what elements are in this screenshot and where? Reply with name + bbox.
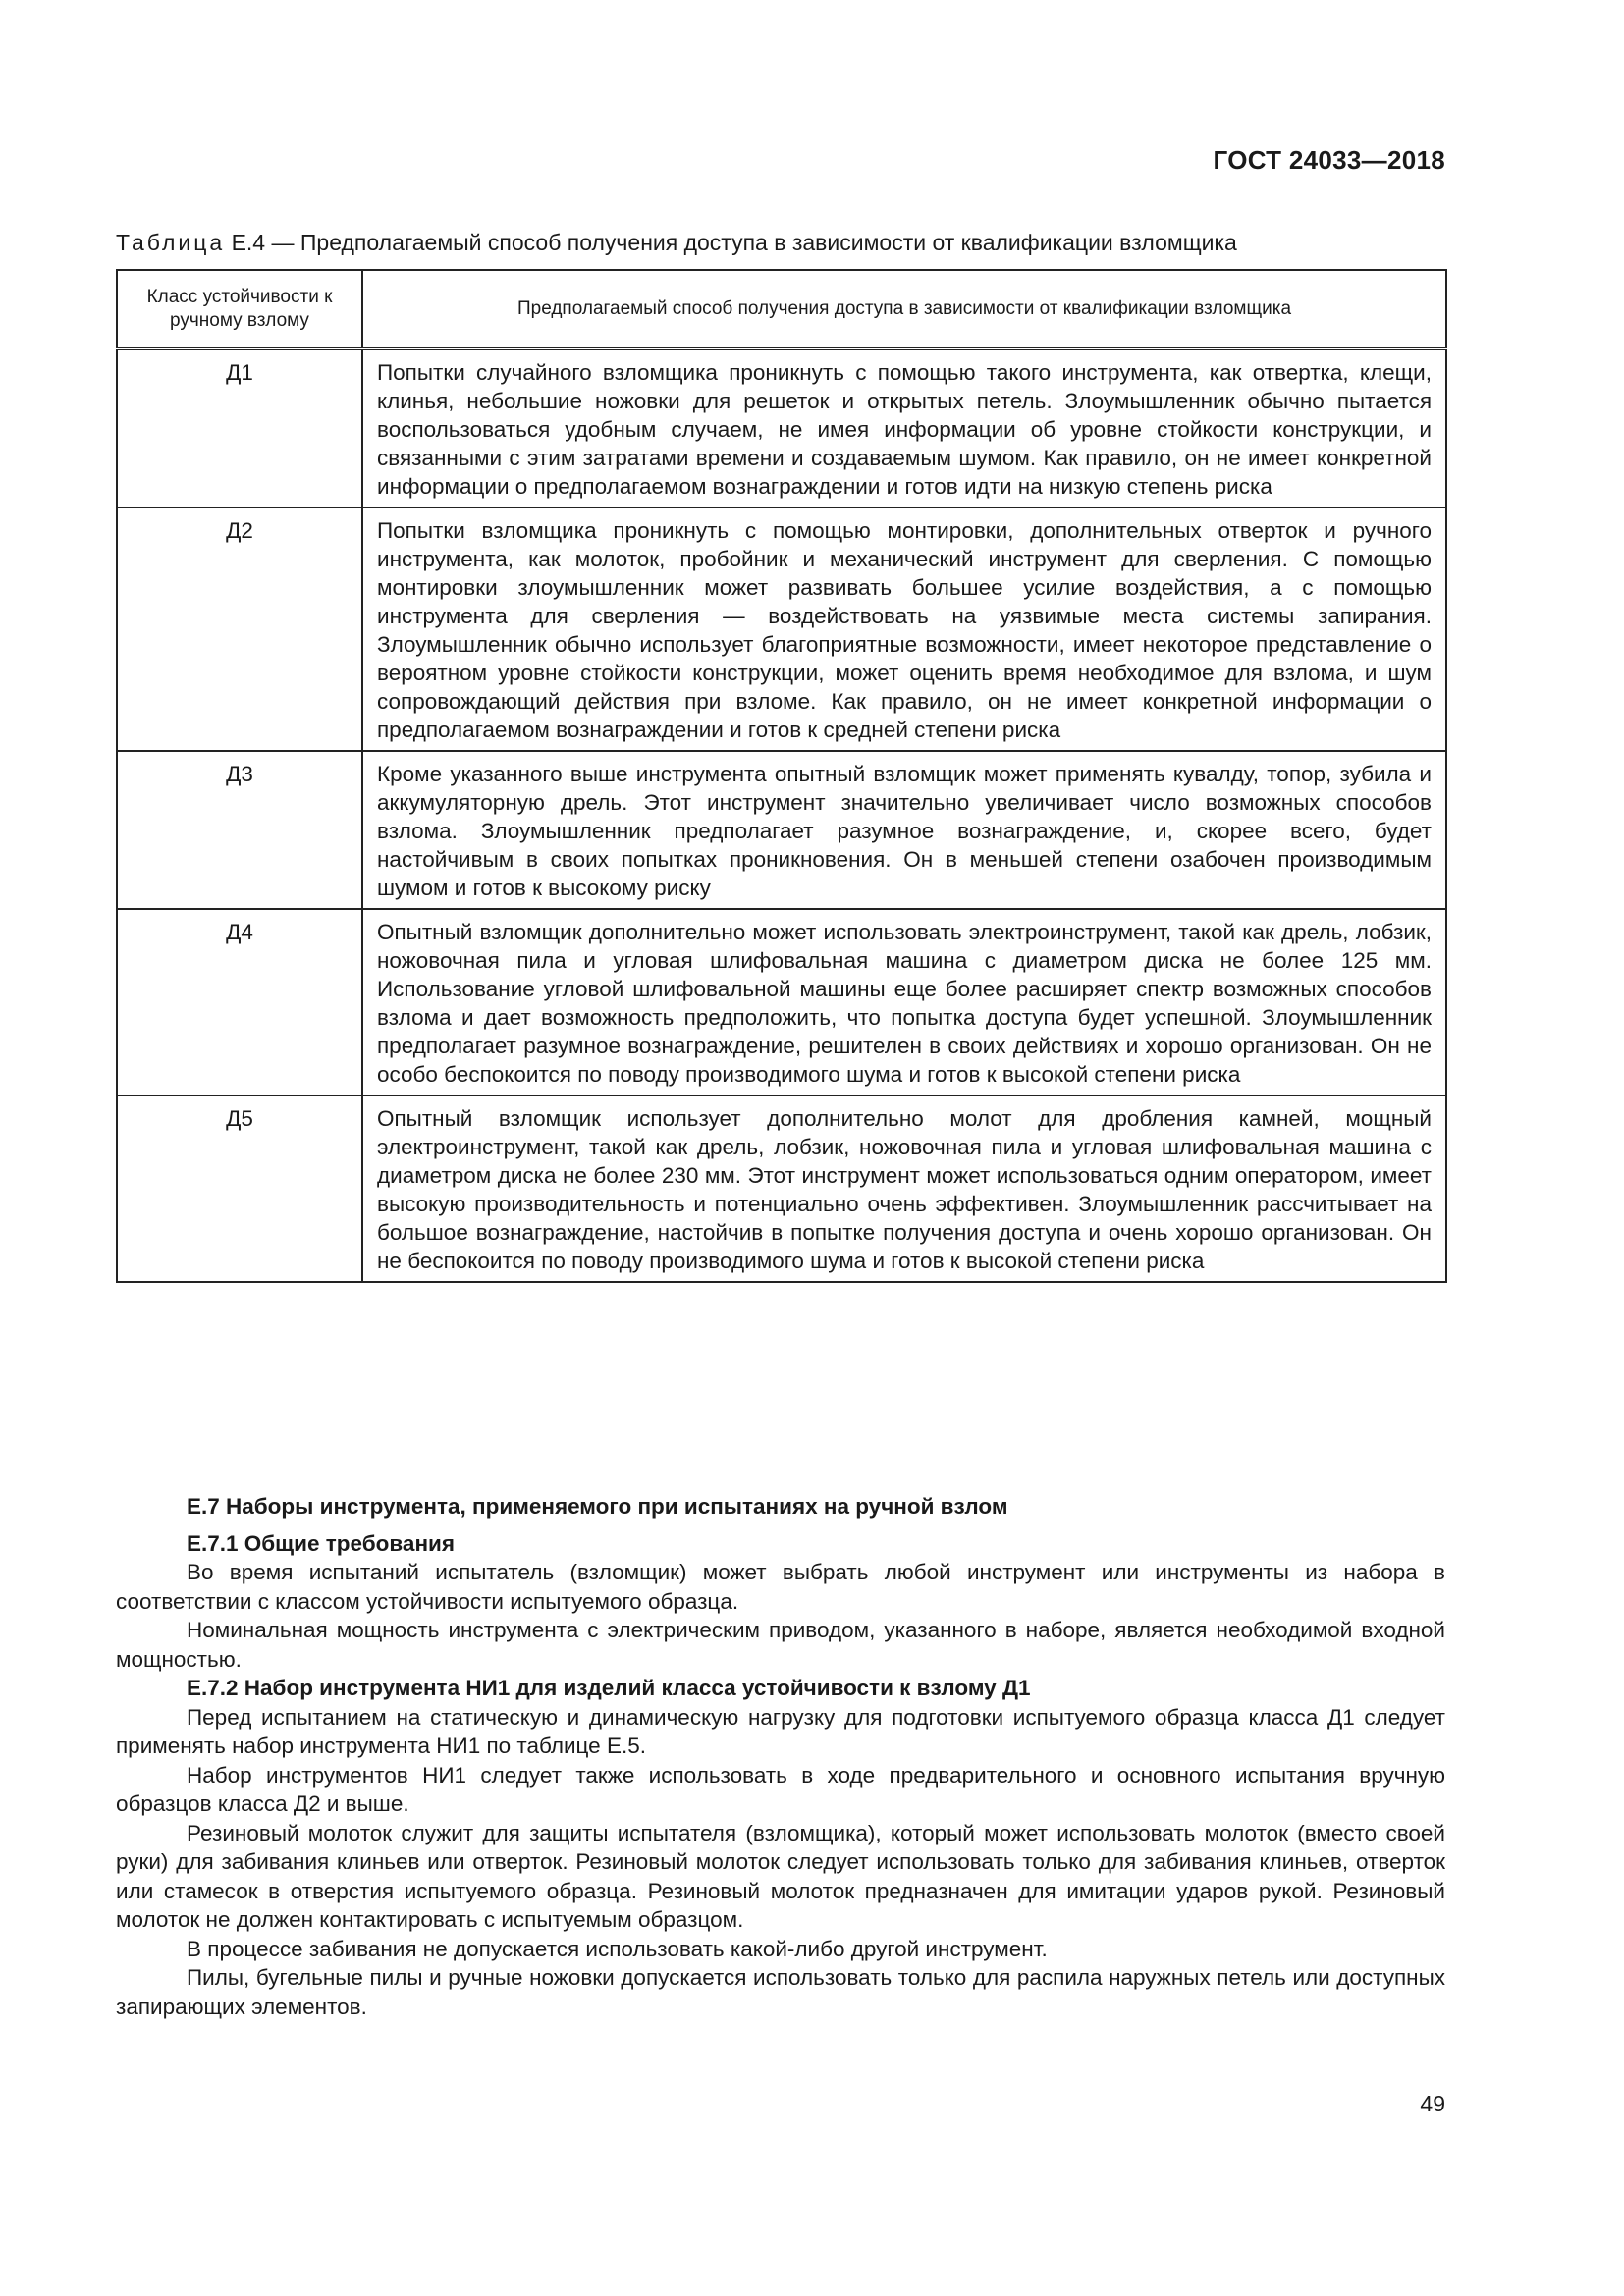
resistance-class-cell: Д1	[117, 349, 362, 508]
document-code: ГОСТ 24033—2018	[1213, 145, 1445, 175]
paragraph: В процессе забивания не допускается использовать какой-либо другой инструмент.	[187, 1936, 1048, 1961]
table-row	[117, 349, 1446, 508]
paragraph: Пилы, бугельные пилы и ручные ножовки допускается использовать только для распила наружных петель или доступных запирающих элементов.	[116, 1965, 1445, 2019]
paragraph: Резиновый молоток служит для защиты испытателя (взломщика), который может использовать молоток (вместо своей руки) для забивания клиньев или отверток. Резиновый молоток следует использовать только для забивания клиньев, отверток или стамесок в отверстия испытуемого образца. Резиновый молоток предназначен для имитации ударов рукой. Резиновый молоток не должен контактировать с испытуемым образцом.	[116, 1820, 1445, 1932]
subsection-heading-general: Е.7.1 Общие требования	[187, 1530, 455, 1556]
access-method-cell: Попытки взломщика проникнуть с помощью монтировки, дополнительных отверток и ручного инструмента, как молоток, пробойник и механический инструмент для сверления. С помощью монтировки злоумышленник может развивать большее усилие воздействия, а с помощью инструмента для сверления — воздействовать на уязвимые места системы запирания. Злоумышленник обычно использует благоприятные возможности, имеет некоторое представление о вероятном уровне стойкости конструкции, может оценить время необходимое для взлома, и шум сопровождающий действия при взломе. Как правило, он не имеет конкретной информации о предполагаемом вознаграждении и готов к средней степени риска	[362, 507, 1446, 751]
table-row	[117, 1095, 1446, 1282]
paragraph: Во время испытаний испытатель (взломщик) может выбрать любой инструмент или инструменты из набора в соответствии с классом устойчивости испытуемого образца.	[116, 1560, 1445, 1614]
access-method-cell: Опытный взломщик дополнительно может использовать электроинструмент, такой как дрель, лобзик, ножовочная пила и угловая шлифовальная машина с диаметром диска не более 125 мм. Использование угловой шлифовальной машины еще более расширяет спектр возможных способов взлома и дает возможность предположить, что попытка доступа будет успешной. Злоумышленник предполагает разумное вознаграждение, решителен в своих действиях и хорошо организован. Он не особо беспокоится по поводу производимого шума и готов к высокой степени риска	[362, 909, 1446, 1095]
table-row	[117, 507, 1446, 751]
table-row	[117, 909, 1446, 1095]
subsection-heading-toolset: Е.7.2 Набор инструмента НИ1 для изделий класса устойчивости к взлому Д1	[187, 1676, 1031, 1700]
resistance-class-cell: Д4	[117, 909, 362, 1095]
table-caption-prefix: Таблица	[116, 230, 226, 255]
burglar-qualification-table	[116, 269, 1447, 1283]
section-heading: Е.7 Наборы инструмента, применяемого при испытаниях на ручной взлом	[187, 1494, 1008, 1519]
paragraph: Набор инструментов НИ1 следует также использовать в ходе предварительного и основного испытания вручную образцов класса Д2 и выше.	[116, 1762, 1445, 1816]
section-body	[116, 1492, 1445, 2021]
table-row	[117, 751, 1446, 909]
table-header-row	[117, 270, 1446, 349]
resistance-class-cell: Д2	[117, 507, 362, 751]
access-method-cell: Опытный взломщик использует дополнительно молот для дробления камней, мощный электроинструмент, такой как дрель, лобзик, ножовочная пила и угловая шлифовальная машина с диаметром диска не более 230 мм. Этот инструмент может использоваться одним оператором, имеет высокую производительность и потенциально очень эффективен. Злоумышленник рассчитывает на большое вознаграждение, настойчив в попытке получения доступа и очень хорошо организован. Он не беспокоится по поводу производимого шума и готов к высокой степени риска	[362, 1095, 1446, 1282]
paragraph: Номинальная мощность инструмента с электрическим приводом, указанного в наборе, является необходимой входной мощностью.	[116, 1618, 1445, 1672]
page-number: 49	[1420, 2091, 1445, 2116]
table-caption	[116, 228, 1451, 257]
paragraph: Перед испытанием на статическую и динамическую нагрузку для подготовки испытуемого образца класса Д1 следует применять набор инструмента НИ1 по таблице Е.5.	[116, 1704, 1445, 1758]
table-caption-text: Е.4 — Предполагаемый способ получения доступа в зависимости от квалификации взломщика	[225, 230, 1237, 255]
resistance-class-cell: Д5	[117, 1095, 362, 1282]
resistance-class-cell: Д3	[117, 751, 362, 909]
header-resistance-class: Класс устойчивости к ручному взлому	[117, 270, 362, 349]
header-access-method: Предполагаемый способ получения доступа в зависимости от квалификации взломщика	[362, 270, 1446, 349]
access-method-cell: Кроме указанного выше инструмента опытный взломщик может применять кувалду, топор, зубила и аккумуляторную дрель. Этот инструмент значительно увеличивает число возможных способов взлома. Злоумышленник предполагает разумное вознаграждение, и, скорее всего, будет настойчивым в своих попытках проникновения. Он в меньшей степени озабочен производимым шумом и готов к высокому риску	[362, 751, 1446, 909]
access-method-cell: Попытки случайного взломщика проникнуть с помощью такого инструмента, как отвертка, клещи, клинья, небольшие ножовки для решеток и открытых петель. Злоумышленник обычно пытается воспользоваться удобным случаем, не имея информации об уровне стойкости конструкции, и связанными с этим затратами времени и создаваемым шумом. Как правило, он не имеет конкретной информации о предполагаемом вознаграждении и готов идти на низкую степень риска	[362, 349, 1446, 508]
